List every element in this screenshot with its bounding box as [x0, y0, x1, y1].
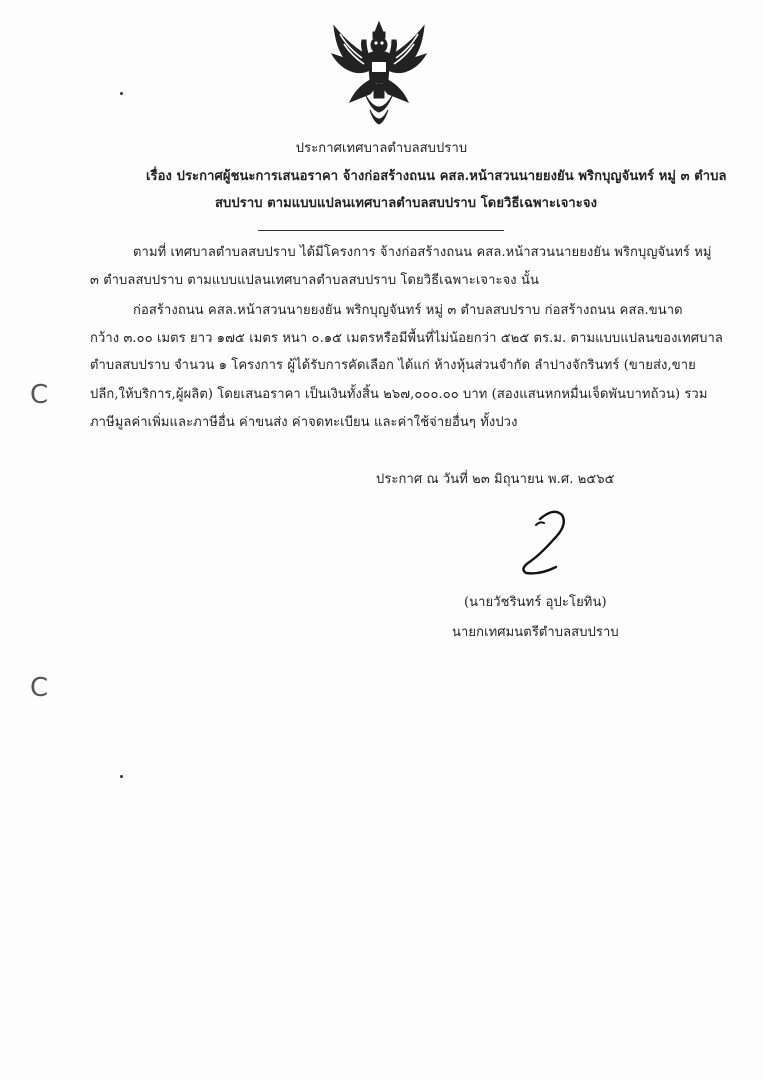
body-paragraph-2-line-4: ปลีก,ให้บริการ,ผู้ผลิต) โดยเสนอราคา เป็นเงินทั้งสิ้น ๒๖๗,๐๐๐.๐๐ บาท (สองแสนหกหมื่นเจ็ดพันบาทถ้วน) รวม [90, 387, 708, 402]
body-paragraph-1-line-2: ๓ ตำบลสบปราบ ตามแบบแปลนเทศบาลตำบลสบปราบ โดยวิธีเฉพาะเจาะจง นั้น [90, 273, 539, 288]
body-paragraph-2-line-2: กว้าง ๓.๐๐ เมตร ยาว ๑๗๕ เมตร หนา ๐.๑๕ เมตรหรือมีพื้นที่ไม่น้อยกว่า ๕๒๕ ตร.ม. ตามแบบแปลนของเทศบาล [90, 331, 723, 346]
subject-line-1: เรื่อง ประกาศผู้ชนะการเสนอราคา จ้างก่อสร้างถนน คสล.หน้าสวนนายยงยัน พริกบุญจันทร์ หมู่ ๓ ตำบล [146, 169, 727, 184]
body-paragraph-2-line-5: ภาษีมูลค่าเพิ่มและภาษีอื่น ค่าขนส่ง ค่าจดทะเบียน และค่าใช้จ่ายอื่นๆ ทั้งปวง [90, 415, 518, 430]
scan-speck [120, 775, 123, 778]
body-paragraph-2-line-3: ตำบลสบปราบ จำนวน ๑ โครงการ ผู้ได้รับการคัดเลือก ได้แก่ ห้างหุ้นส่วนจำกัด ลำปางจักรินทร์ (ขายส่ง,ขาย [90, 358, 696, 373]
garuda-emblem-icon [326, 18, 432, 130]
body-paragraph-1-line-1: ตามที่ เทศบาลตำบลสบปราบ ได้มีโครงการ จ้างก่อสร้างถนน คสล.หน้าสวนนายยงยัน พริกบุญจันทร์ หมู่ [133, 245, 712, 260]
body-paragraph-2-line-1: ก่อสร้างถนน คสล.หน้าสวนนายยงยัน พริกบุญจันทร์ หมู่ ๓ ตำบลสบปราบ ก่อสร้างถนน คสล.ขนาด [133, 303, 683, 318]
heading-divider [258, 230, 504, 231]
announcement-date: ประกาศ ณ วันที่ ๒๓ มิถุนายน พ.ศ. ๒๕๖๕ [376, 472, 615, 487]
punch-hole-mark-bottom: C [30, 673, 49, 703]
subject-line-2: สบปราบ ตามแบบแปลนเทศบาลตำบลสบปราบ โดยวิธีเฉพาะเจาะจง [215, 196, 598, 211]
handwritten-signature-icon [510, 505, 580, 585]
signer-name: (นายวัชรินทร์ อุปะโยทิน) [464, 595, 607, 610]
scan-speck [120, 92, 123, 95]
org-heading: ประกาศเทศบาลตำบลสบปราบ [295, 141, 468, 156]
signer-title: นายกเทศมนตรีตำบลสบปราบ [452, 625, 619, 640]
punch-hole-mark-top: C [30, 380, 49, 410]
